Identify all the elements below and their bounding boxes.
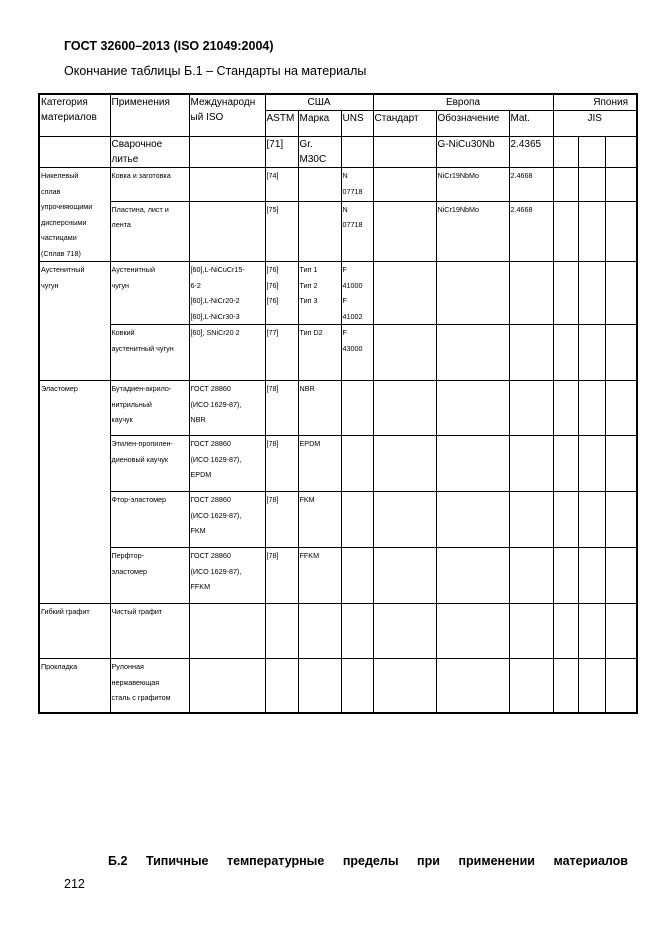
cell-grade: FKM (298, 492, 341, 548)
cell-eu-standard (373, 201, 436, 261)
cell-iso (189, 137, 265, 168)
cell-uns: F 43000 (341, 325, 373, 381)
cell-designation (436, 659, 509, 713)
cell-jis-2 (578, 548, 605, 604)
cell-mat (509, 604, 553, 659)
cell-category: Прокладка (39, 659, 110, 713)
cell-jis-2 (578, 325, 605, 381)
table-row (39, 659, 637, 713)
cell-mat (509, 325, 553, 381)
header-row-1 (39, 94, 637, 111)
cell-astm: [78] (265, 492, 298, 548)
cell-uns: N 07718 (341, 201, 373, 261)
cell-jis-2 (578, 381, 605, 436)
cell-jis-2 (578, 436, 605, 492)
cell-astm (265, 659, 298, 713)
cell-jis-3 (605, 604, 637, 659)
cell-astm: [71] (265, 137, 298, 168)
cell-mat: 2.4365 (509, 137, 553, 168)
cell-designation (436, 436, 509, 492)
cell-jis-1 (553, 436, 578, 492)
cell-designation (436, 492, 509, 548)
cell-application: Чистый графит (110, 604, 189, 659)
cell-astm: [78] (265, 436, 298, 492)
cell-astm: [78] (265, 548, 298, 604)
cell-application: Ковка и заготовка (110, 168, 189, 202)
cell-grade (298, 201, 341, 261)
table-caption: Окончание таблицы Б.1 – Стандарты на материалы (64, 64, 367, 78)
cell-uns (341, 492, 373, 548)
cell-astm: [74] (265, 168, 298, 202)
cell-astm (265, 604, 298, 659)
cell-mat (509, 659, 553, 713)
cell-iso: ГОСТ 28860 (ИСО 1629-87), FKM (189, 492, 265, 548)
header-applications: Применения (110, 94, 189, 137)
cell-application: Ковкий аустенитный чугун (110, 325, 189, 381)
header-grade: Марка (298, 111, 341, 137)
cell-designation: NiCr19NbMo (436, 201, 509, 261)
table-row (39, 137, 637, 168)
cell-grade: Gr. M30C (298, 137, 341, 168)
cell-category: Эластомер (39, 381, 110, 604)
cell-grade (298, 168, 341, 202)
cell-grade (298, 659, 341, 713)
cell-eu-standard (373, 325, 436, 381)
table-row (39, 325, 637, 381)
cell-grade: Тип 1 Тип 2 Тип 3 (298, 262, 341, 325)
cell-uns (341, 381, 373, 436)
cell-iso (189, 201, 265, 261)
header-astm: ASTM (265, 111, 298, 137)
cell-uns (341, 548, 373, 604)
cell-astm: [76] [76] [76] (265, 262, 298, 325)
header-designation: Обозначение (436, 111, 509, 137)
cell-iso: ГОСТ 28860 (ИСО 1629-87), EPDM (189, 436, 265, 492)
cell-designation (436, 604, 509, 659)
cell-eu-standard (373, 436, 436, 492)
header-category: Категория материалов (39, 94, 110, 137)
cell-category (39, 137, 110, 168)
cell-iso: ГОСТ 28860 (ИСО 1629-87), FFKM (189, 548, 265, 604)
cell-jis-1 (553, 548, 578, 604)
cell-iso (189, 604, 265, 659)
cell-iso: [60],L-NiCuCr15- 6-2 [60],L-NiCr20-2 [60],L-NiCr30-3 (189, 262, 265, 325)
cell-application: Бутадиен-акрило- нитрильный каучук (110, 381, 189, 436)
cell-mat (509, 492, 553, 548)
cell-uns (341, 659, 373, 713)
cell-designation (436, 548, 509, 604)
header-japan: Япония (553, 94, 637, 111)
cell-jis-1 (553, 168, 578, 202)
table-row (39, 201, 637, 261)
cell-application: Пластина, лист и лента (110, 201, 189, 261)
cell-application: Рулонная нержавеющая сталь с графитом (110, 659, 189, 713)
table-row (39, 381, 637, 436)
cell-eu-standard (373, 548, 436, 604)
cell-category: Никелевый сплав упрочняющими дисперсными частицами (Сплав 718) (39, 168, 110, 262)
cell-jis-2 (578, 604, 605, 659)
cell-designation (436, 325, 509, 381)
header-jis: JIS (553, 111, 637, 137)
cell-jis-2 (578, 201, 605, 261)
cell-jis-3 (605, 436, 637, 492)
cell-astm: [77] (265, 325, 298, 381)
cell-jis-1 (553, 659, 578, 713)
cell-application: Аустенитный чугун (110, 262, 189, 325)
cell-astm: [78] (265, 381, 298, 436)
cell-grade: NBR (298, 381, 341, 436)
cell-jis-1 (553, 325, 578, 381)
cell-eu-standard (373, 604, 436, 659)
header-standard: Стандарт (373, 111, 436, 137)
cell-jis-3 (605, 548, 637, 604)
cell-mat (509, 436, 553, 492)
cell-designation: NiCr19NbMo (436, 168, 509, 202)
materials-standards-table (38, 93, 638, 714)
page-number: 212 (64, 877, 85, 891)
cell-jis-1 (553, 137, 578, 168)
cell-category: Гибкий графит (39, 604, 110, 659)
standard-title: ГОСТ 32600–2013 (ISO 21049:2004) (64, 39, 274, 53)
cell-mat: 2.4668 (509, 168, 553, 202)
cell-eu-standard (373, 659, 436, 713)
table-row (39, 168, 637, 202)
cell-application: Перфтор- эластомер (110, 548, 189, 604)
cell-jis-3 (605, 262, 637, 325)
cell-designation (436, 262, 509, 325)
cell-application: Сварочное литье (110, 137, 189, 168)
cell-jis-2 (578, 137, 605, 168)
table-row (39, 436, 637, 492)
cell-mat (509, 548, 553, 604)
table-row (39, 492, 637, 548)
cell-iso (189, 659, 265, 713)
cell-jis-3 (605, 325, 637, 381)
cell-jis-3 (605, 381, 637, 436)
cell-jis-2 (578, 168, 605, 202)
cell-iso: ГОСТ 28860 (ИСО 1629-87), NBR (189, 381, 265, 436)
cell-jis-1 (553, 381, 578, 436)
cell-jis-2 (578, 659, 605, 713)
header-uns: UNS (341, 111, 373, 137)
cell-jis-2 (578, 492, 605, 548)
cell-uns (341, 604, 373, 659)
cell-grade (298, 604, 341, 659)
cell-mat: 2.4668 (509, 201, 553, 261)
header-international-iso: Международн ый ISO (189, 94, 265, 137)
cell-designation: G-NiCu30Nb (436, 137, 509, 168)
cell-eu-standard (373, 381, 436, 436)
cell-iso: [60], SNiCr20 2 (189, 325, 265, 381)
cell-category: Аустенитный чугун (39, 262, 110, 381)
cell-uns (341, 137, 373, 168)
cell-jis-2 (578, 262, 605, 325)
cell-mat (509, 262, 553, 325)
cell-uns: F 41000 F 41002 (341, 262, 373, 325)
table-row (39, 262, 637, 325)
cell-jis-3 (605, 201, 637, 261)
cell-jis-3 (605, 659, 637, 713)
cell-eu-standard (373, 168, 436, 202)
cell-grade: Тип D2 (298, 325, 341, 381)
cell-jis-3 (605, 492, 637, 548)
cell-jis-3 (605, 168, 637, 202)
cell-jis-1 (553, 604, 578, 659)
table-row (39, 604, 637, 659)
cell-designation (436, 381, 509, 436)
cell-astm: [75] (265, 201, 298, 261)
cell-uns (341, 436, 373, 492)
cell-jis-1 (553, 492, 578, 548)
header-mat: Mat. (509, 111, 553, 137)
cell-application: Фтор-эластомер (110, 492, 189, 548)
header-usa: США (265, 94, 373, 111)
section-heading: Б.2 Типичные температурные пределы при применении материалов (108, 854, 628, 868)
cell-eu-standard (373, 137, 436, 168)
cell-jis-1 (553, 262, 578, 325)
cell-grade: EPDM (298, 436, 341, 492)
cell-uns: N 07718 (341, 168, 373, 202)
table-row (39, 548, 637, 604)
cell-jis-3 (605, 137, 637, 168)
cell-jis-1 (553, 201, 578, 261)
cell-grade: FFKM (298, 548, 341, 604)
header-europe: Европа (373, 94, 553, 111)
cell-eu-standard (373, 262, 436, 325)
cell-eu-standard (373, 492, 436, 548)
cell-iso (189, 168, 265, 202)
cell-application: Этилен-пропилен- диеновый каучук (110, 436, 189, 492)
cell-mat (509, 381, 553, 436)
